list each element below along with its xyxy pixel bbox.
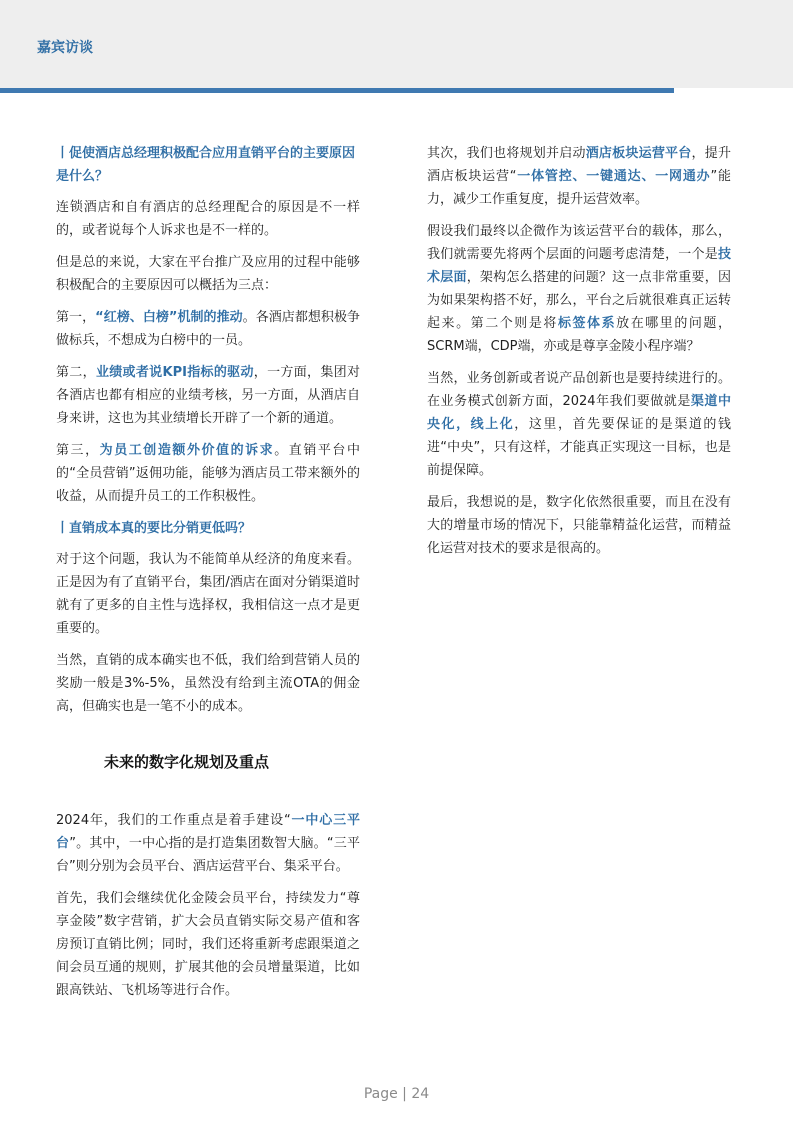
highlight-text: 渠道中央化，线上化	[427, 394, 731, 432]
section-label: 嘉宾访谈	[37, 40, 93, 56]
paragraph: 当然，直销的成本确实也不低，我们给到营销人员的奖励一般是3%-5%，虽然没有给到主流OTA的佣金高，但确实也是一笔不小的成本。	[56, 653, 360, 714]
right-column	[427, 142, 731, 569]
highlight-text: “红榜、白榜”机制的推动	[95, 310, 243, 325]
header-rule	[0, 88, 674, 93]
highlight-text: 业绩或者说KPI指标的驱动	[95, 365, 254, 380]
paragraph: 对于这个问题，我认为不能简单从经济的角度来看。正是因为有了直销平台，集团/酒店在面对分销渠道时就有了更多的自主性与选择权，我相信这一点才是更重要的。	[56, 552, 360, 636]
highlight-text: 酒店板块运营平台	[585, 146, 692, 161]
left-column	[56, 142, 360, 1011]
paragraph: 2024年，我们的工作重点是着手建设“一中心三平台”。其中，一中心指的是打造集团数智大脑。“三平台”则分别为会员平台、酒店运营平台、集采平台。	[56, 813, 360, 874]
highlight-text: 为员工创造额外价值的诉求	[99, 443, 275, 458]
question-heading: 丨促使酒店总经理积极配合应用直销平台的主要原因是什么？	[56, 146, 356, 184]
section-heading: 未来的数字化规划及重点	[104, 753, 270, 771]
question-marker: 丨	[56, 521, 70, 536]
paragraph: 但是总的来说，大家在平台推广及应用的过程中能够积极配合的主要原因可以概括为三点：	[56, 255, 360, 293]
highlight-text: 技术层面	[427, 247, 731, 285]
paragraph: 第一，“红榜、白榜”机制的推动。各酒店都想积极争做标兵，不想成为白榜中的一员。	[56, 310, 360, 348]
highlight-text: 一体管控、一键通达、一网通办	[516, 169, 711, 184]
highlight-text: 一中心三平台	[56, 813, 360, 851]
paragraph: 当然，业务创新或者说产品创新也是要持续进行的。在业务模式创新方面，2024年我们要做就是渠道中央化，线上化，这里，首先要保证的是渠道的钱进“中央”，只有这样，才能真正实现这一目标，也是前提保障。	[427, 371, 731, 478]
paragraph: 首先，我们会继续优化金陵会员平台，持续发力“尊享金陵”数字营销，扩大会员直销实际交易产值和客房预订直销比例；同时，我们还将重新考虑跟渠道之间会员互通的规则，扩展其他的会员增量渠道，比如跟高铁站、飞机场等进行合作。	[56, 891, 360, 998]
paragraph: 其次，我们也将规划并启动酒店板块运营平台，提升酒店板块运营“一体管控、一键通达、一网通办”能力，减少工作重复度，提升运营效率。	[427, 146, 731, 207]
question-marker: 丨	[56, 146, 70, 161]
header-band	[0, 0, 793, 88]
highlight-text: 标签体系	[557, 316, 617, 331]
question-heading: 丨直销成本真的要比分销更低吗？	[56, 521, 252, 536]
page-number: Page | 24	[363, 1086, 430, 1102]
paragraph: 最后，我想说的是，数字化依然很重要，而且在没有大的增量市场的情况下，只能靠精益化运营，而精益化运营对技术的要求是很高的。	[427, 495, 731, 556]
paragraph: 连锁酒店和自有酒店的总经理配合的原因是不一样的，或者说每个人诉求也是不一样的。	[56, 200, 360, 238]
paragraph: 假设我们最终以企微作为该运营平台的载体，那么，我们就需要先将两个层面的问题考虑清楚，一个是技术层面，架构怎么搭建的问题？这一点非常重要，因为如果架构搭不好，那么，平台之后就很难真正运转起来。第二个则是将标签体系放在哪里的问题，SCRM端，CDP端，亦或是尊享金陵小程序端？	[427, 224, 731, 354]
paragraph: 第二，业绩或者说KPI指标的驱动，一方面，集团对各酒店也都有相应的业绩考核，另一方面，从酒店自身来讲，这也为其业绩增长开辟了一个新的通道。	[56, 365, 360, 426]
paragraph: 第三，为员工创造额外价值的诉求。直销平台中的“全员营销”返佣功能，能够为酒店员工带来额外的收益，从而提升员工的工作积极性。	[56, 443, 360, 504]
